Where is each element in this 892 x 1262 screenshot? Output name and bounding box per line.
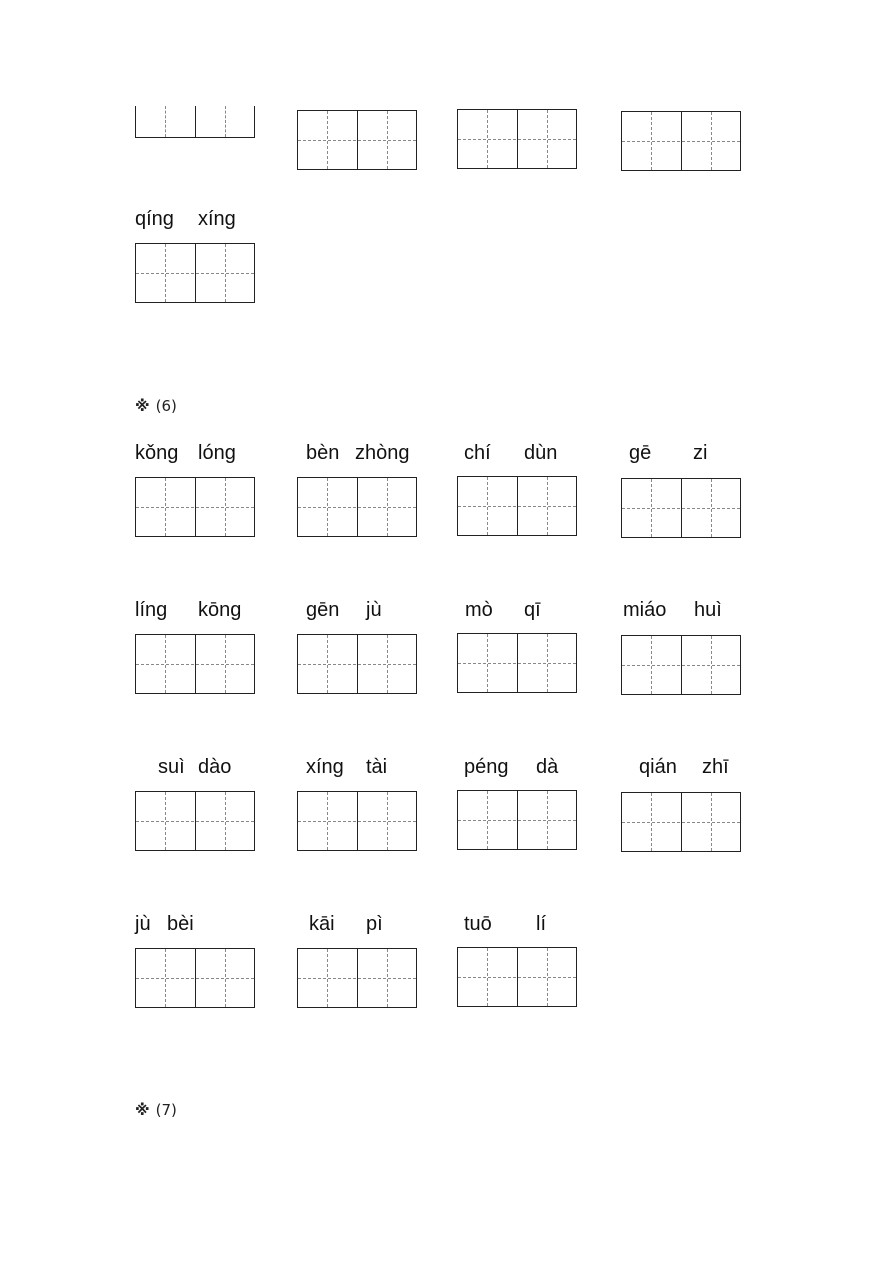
section-heading [135, 1100, 177, 1120]
writing-grid[interactable] [621, 111, 741, 171]
pinyin-label [135, 205, 265, 233]
pinyin-syllable: lóng [198, 442, 236, 464]
writing-grid[interactable] [457, 476, 577, 536]
pinyin-syllable: suì [158, 756, 185, 778]
writing-grid[interactable] [297, 634, 417, 694]
pinyin-label [135, 910, 265, 938]
section-number: (6) [155, 397, 177, 415]
reference-mark-icon: ※ [135, 397, 150, 415]
writing-grid[interactable] [457, 790, 577, 850]
pinyin-syllable: qián [639, 756, 677, 778]
writing-grid[interactable] [457, 947, 577, 1007]
pinyin-label [621, 596, 751, 624]
pinyin-syllable: xíng [198, 208, 236, 230]
pinyin-syllable: jù [366, 599, 382, 621]
writing-grid[interactable] [135, 243, 255, 303]
pinyin-syllable: miáo [623, 599, 667, 621]
writing-grid[interactable] [135, 634, 255, 694]
reference-mark-icon: ※ [135, 1101, 150, 1119]
pinyin-syllable: kǒng [135, 442, 179, 464]
pinyin-syllable: lí [536, 913, 546, 935]
pinyin-label [621, 439, 751, 467]
pinyin-syllable: kāi [309, 913, 335, 935]
pinyin-syllable: tuō [464, 913, 492, 935]
pinyin-syllable: dùn [524, 442, 558, 464]
pinyin-syllable: pì [366, 913, 383, 935]
pinyin-syllable: bèn [306, 442, 340, 464]
pinyin-syllable: bèi [167, 913, 194, 935]
pinyin-syllable: jù [135, 913, 151, 935]
writing-grid[interactable] [135, 477, 255, 537]
pinyin-syllable: dà [536, 756, 559, 778]
writing-grid[interactable] [297, 791, 417, 851]
pinyin-label [457, 596, 587, 624]
writing-grid[interactable] [135, 106, 255, 138]
writing-grid[interactable] [135, 948, 255, 1008]
pinyin-syllable: tài [366, 756, 388, 778]
pinyin-syllable: chí [464, 442, 491, 464]
pinyin-label [457, 753, 587, 781]
pinyin-syllable: zi [693, 442, 708, 464]
writing-grid[interactable] [457, 633, 577, 693]
pinyin-label [297, 596, 427, 624]
pinyin-syllable: líng [135, 599, 168, 621]
pinyin-label [457, 910, 587, 938]
section-number: (7) [155, 1101, 177, 1119]
pinyin-label [297, 439, 427, 467]
pinyin-syllable: péng [464, 756, 509, 778]
pinyin-syllable: qī [524, 599, 541, 621]
pinyin-label [621, 753, 751, 781]
pinyin-syllable: zhòng [355, 442, 410, 464]
pinyin-syllable: kōng [198, 599, 242, 621]
pinyin-label [457, 439, 587, 467]
writing-grid[interactable] [621, 478, 741, 538]
pinyin-syllable: mò [465, 599, 493, 621]
pinyin-syllable: dào [198, 756, 232, 778]
section-heading [135, 396, 177, 416]
pinyin-label [297, 910, 427, 938]
writing-grid[interactable] [457, 109, 577, 169]
pinyin-label [135, 596, 265, 624]
pinyin-syllable: xíng [306, 756, 344, 778]
pinyin-syllable: gē [629, 442, 652, 464]
pinyin-label [135, 753, 265, 781]
writing-grid[interactable] [297, 948, 417, 1008]
writing-grid[interactable] [297, 477, 417, 537]
writing-grid[interactable] [297, 110, 417, 170]
pinyin-syllable: huì [694, 599, 722, 621]
writing-grid[interactable] [621, 635, 741, 695]
pinyin-label [135, 439, 265, 467]
pinyin-label [297, 753, 427, 781]
pinyin-syllable: zhī [702, 756, 729, 778]
writing-grid[interactable] [135, 791, 255, 851]
pinyin-syllable: qíng [135, 208, 174, 230]
pinyin-syllable: gēn [306, 599, 340, 621]
writing-grid[interactable] [621, 792, 741, 852]
